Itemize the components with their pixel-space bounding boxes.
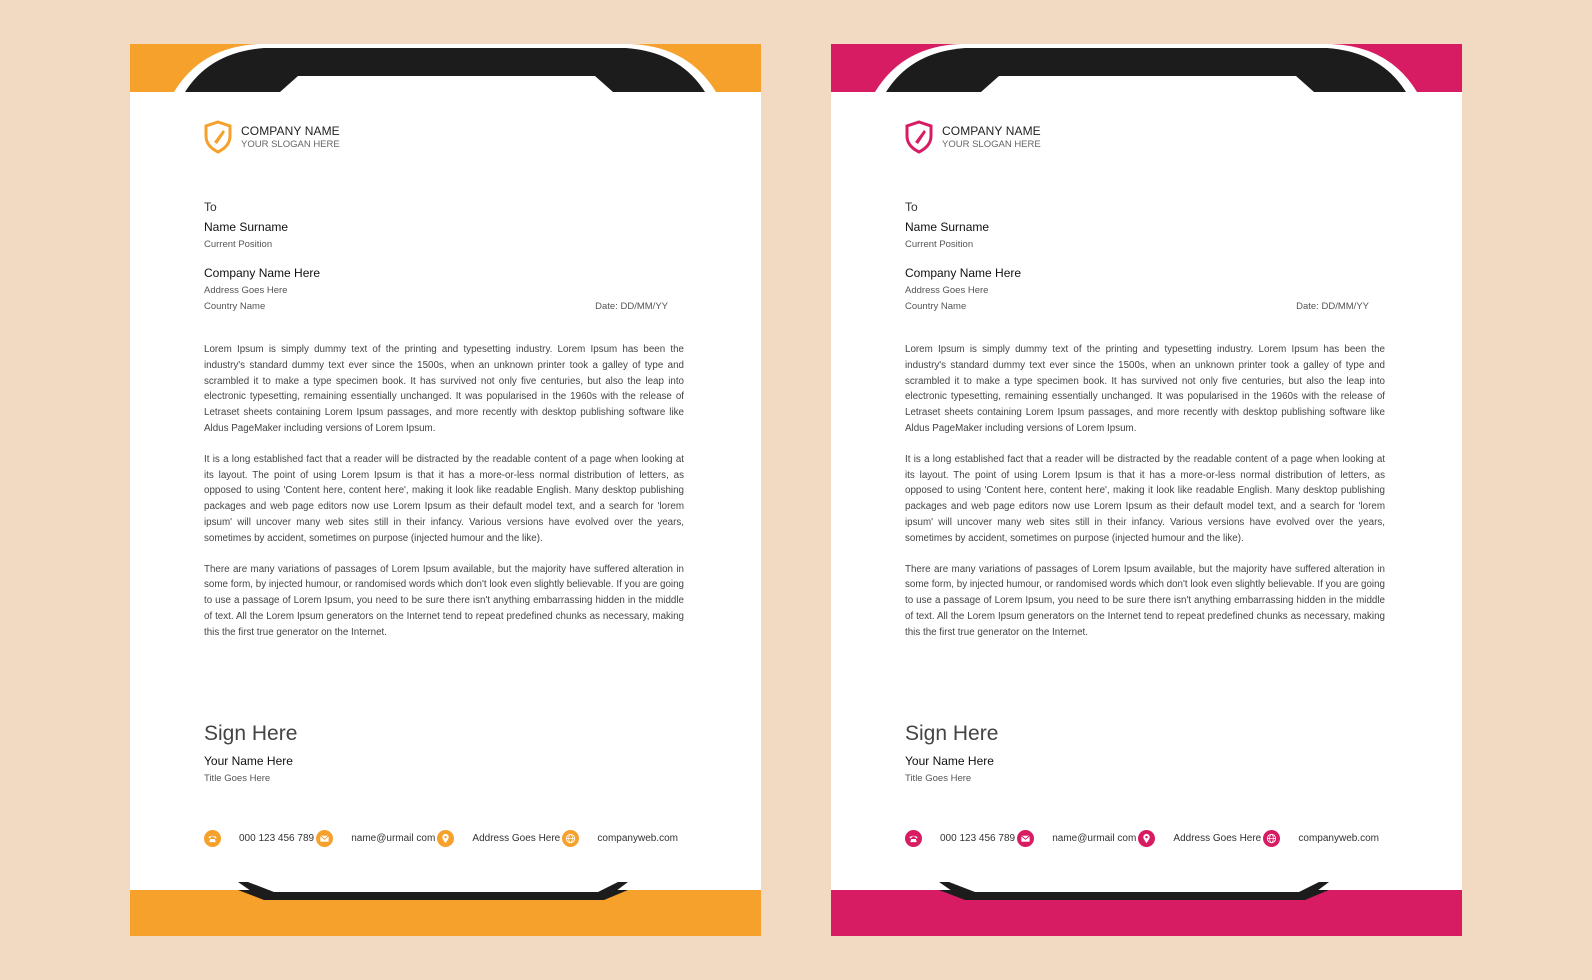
recipient-company: Company Name Here bbox=[204, 266, 321, 280]
recipient-address: Address Goes Here bbox=[905, 285, 989, 296]
body-paragraph: Lorem Ipsum is simply dummy text of the printing and typesetting industry. Lorem Ipsum has been the industry's standard dummy text ever since the 1500s, when an unknown printer took a galley of type and scrambled it to make a type specimen book. It has survived not only five centuries, but also the leap into electronic typesetting, remaining essentially unchanged. It was popularised in the 1960s with the release of Letraset sheets containing Lorem Ipsum passages, and more recently with desktop publishing software like Aldus PageMaker including versions of Lorem Ipsum. bbox=[204, 344, 684, 434]
signer-name: Your Name Here bbox=[204, 754, 293, 768]
shield-icon bbox=[905, 120, 933, 154]
recipient-block bbox=[204, 200, 676, 312]
contact-text: Address Goes Here bbox=[1173, 833, 1262, 844]
contact-text: name@urmail com bbox=[351, 833, 436, 844]
contact-text: Address Goes Here bbox=[472, 833, 561, 844]
body-paragraph: Lorem Ipsum is simply dummy text of the printing and typesetting industry. Lorem Ipsum has been the industry's standard dummy text ever since the 1500s, when an unknown printer took a galley of type and scrambled it to make a type specimen book. It has survived not only five centuries, but also the leap into electronic typesetting, remaining essentially unchanged. It was popularised in the 1960s with the release of Letraset sheets containing Lorem Ipsum passages, and more recently with desktop publishing software like Aldus PageMaker including versions of Lorem Ipsum. bbox=[905, 344, 1385, 434]
recipient-country: Country Name bbox=[905, 301, 967, 312]
company-name: COMPANY NAME bbox=[942, 123, 1041, 138]
recipient-block bbox=[905, 200, 1377, 312]
sign-here-label: Sign Here bbox=[204, 722, 298, 745]
signature-block bbox=[905, 722, 998, 784]
body-paragraph: It is a long established fact that a reader will be distracted by the readable content of a page when looking at its layout. The point of using Lorem Ipsum is that it has a more-or-less normal distribution of letters, as opposed to using 'Content here, content here', making it look like readable English. Many desktop publishing packages and web page editors now use Lorem Ipsum as their default model text, and a search for 'lorem ipsum' will uncover many web sites still in their infancy. Various versions have evolved over the years, sometimes by accident, sometimes on purpose (injected humour and the like). bbox=[204, 453, 684, 544]
signer-name: Your Name Here bbox=[905, 754, 994, 768]
letter-body bbox=[905, 342, 1385, 656]
recipient-name: Name Surname bbox=[905, 220, 990, 234]
to-label: To bbox=[204, 200, 217, 214]
contact-text: name@urmail com bbox=[1052, 833, 1137, 844]
company-logo bbox=[905, 120, 1041, 154]
body-paragraph: There are many variations of passages of Lorem Ipsum available, but the majority have suffered alteration in some form, by injected humour, or randomised words which don't look even slightly believable. If you are going to use a passage of Lorem Ipsum, you need to be sure there isn't anything embarrassing hidden in the middle of text. All the Lorem Ipsum generators on the Internet tend to repeat predefined chunks as necessary, making this the first true generator on the Internet. bbox=[905, 563, 1385, 638]
body-paragraph: It is a long established fact that a reader will be distracted by the readable content of a page when looking at its layout. The point of using Lorem Ipsum is that it has a more-or-less normal distribution of letters, as opposed to using 'Content here, content here', making it look like readable English. Many desktop publishing packages and web page editors now use Lorem Ipsum as their default model text, and a search for 'lorem ipsum' will uncover many web sites still in their infancy. Various versions have evolved over the years, sometimes by accident, sometimes on purpose (injected humour and the like). bbox=[905, 453, 1385, 544]
body-paragraph: There are many variations of passages of Lorem Ipsum available, but the majority have suffered alteration in some form, by injected humour, or randomised words which don't look even slightly believable. If you are going to use a passage of Lorem Ipsum, you need to be sure there isn't anything embarrassing hidden in the middle of text. All the Lorem Ipsum generators on the Internet tend to repeat predefined chunks as necessary, making this the first true generator on the Internet. bbox=[204, 563, 684, 638]
signer-title: Title Goes Here bbox=[905, 773, 972, 784]
company-slogan: YOUR SLOGAN HERE bbox=[241, 138, 340, 150]
contact-text: companyweb.com bbox=[597, 833, 678, 844]
letterhead-pink bbox=[831, 44, 1462, 936]
shield-icon bbox=[204, 120, 232, 154]
recipient-position: Current Position bbox=[905, 239, 974, 250]
recipient-country: Country Name bbox=[204, 301, 266, 312]
contact-text: 000 123 456 789 bbox=[940, 833, 1016, 844]
sign-here-label: Sign Here bbox=[905, 722, 999, 745]
company-name: COMPANY NAME bbox=[241, 123, 340, 138]
letter-body bbox=[204, 342, 684, 656]
contact-text: 000 123 456 789 bbox=[239, 833, 315, 844]
recipient-name: Name Surname bbox=[204, 220, 289, 234]
signature-block bbox=[204, 722, 297, 784]
recipient-company: Company Name Here bbox=[905, 266, 1022, 280]
recipient-address: Address Goes Here bbox=[204, 285, 288, 296]
footer-decoration bbox=[831, 836, 1462, 936]
letterhead-orange bbox=[130, 44, 761, 936]
signer-title: Title Goes Here bbox=[204, 773, 271, 784]
company-logo bbox=[204, 120, 340, 154]
company-slogan: YOUR SLOGAN HERE bbox=[942, 138, 1041, 150]
footer-decoration bbox=[130, 836, 761, 936]
letter-date: Date: DD/MM/YY bbox=[595, 301, 668, 312]
letter-date: Date: DD/MM/YY bbox=[1296, 301, 1369, 312]
recipient-position: Current Position bbox=[204, 239, 273, 250]
to-label: To bbox=[905, 200, 918, 214]
contact-text: companyweb.com bbox=[1298, 833, 1379, 844]
